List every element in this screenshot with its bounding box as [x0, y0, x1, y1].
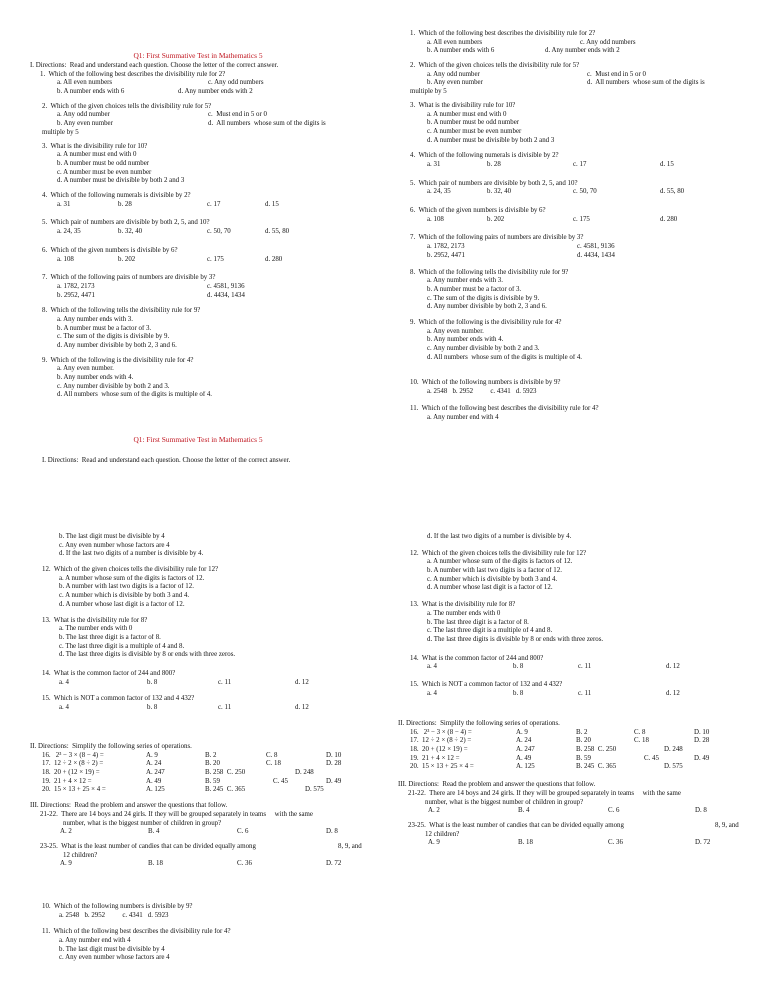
r-problem-23-25: 23-25. What is the least number of candies that can be divided equally among	[408, 821, 624, 829]
r-q5-option-d[interactable]: d. 55, 80	[660, 188, 685, 196]
r-question-3: 3. What is the divisibility rule for 10?	[410, 101, 516, 109]
q1-option-a[interactable]: a. All even numbers	[57, 79, 113, 87]
q6-option-d[interactable]: d. 280	[265, 255, 283, 263]
r-op-18-bc[interactable]: B. 258 C. 250	[576, 746, 617, 754]
op-20-a[interactable]: A. 125	[146, 786, 165, 794]
q3-option-c[interactable]: c. A number must be even number	[57, 168, 152, 176]
op-20-bc[interactable]: B. 245 C. 365	[205, 786, 246, 794]
op-19-d[interactable]: D. 49	[326, 777, 342, 785]
question-10: 10. Which of the following numbers is divisible by 9?	[42, 903, 193, 910]
q3-option-d[interactable]: d. A number must be divisible by both 2 and 3	[57, 177, 185, 185]
r-problem-21-22-cont: number, what is the biggest number of children in group?	[425, 798, 584, 806]
test-title: Q1: First Summative Test in Mathematics 5	[133, 51, 263, 60]
r-q9-option-d[interactable]: d. All numbers whose sum of the digits is multiple of 4.	[427, 353, 583, 361]
r-q6-option-c[interactable]: c. 175	[573, 215, 590, 223]
op-17-d[interactable]: D. 28	[326, 760, 342, 768]
q5-option-a[interactable]: a. 24, 35	[57, 228, 81, 236]
question-6: 6. Which of the given numbers is divisible by 6?	[42, 246, 178, 254]
op-18-bc[interactable]: B. 258 C. 250	[205, 769, 246, 777]
op-17: 17. 12 ÷ 2 × (8 ÷ 2) =	[42, 760, 104, 768]
r-q10-options[interactable]: a. 2548 b. 2952 c. 4341 d. 5923	[427, 388, 537, 396]
r-question-12: 12. Which of the given choices tells the divisibility rule for 12?	[410, 549, 587, 557]
r-q12-option-a[interactable]: a. A number whose sum of the digits is factors of 12.	[427, 558, 573, 566]
r-question-9: 9. Which of the following is the divisibility rule for 4?	[410, 319, 562, 327]
r-q4-option-d[interactable]: d. 15	[660, 161, 674, 169]
q8-option-c[interactable]: c. The sum of the digits is divisible by 9.	[57, 333, 170, 341]
q9-option-b[interactable]: b. Any number ends with 4.	[57, 374, 134, 382]
question-15: 15. Which is NOT a common factor of 132 and 4 432?	[42, 695, 195, 703]
question-8: 8. Which of the following tells the divisibility rule for 9?	[42, 307, 201, 315]
r-p23-option-a[interactable]: A. 9	[428, 839, 440, 847]
q15-option-d[interactable]: d. 12	[295, 704, 309, 712]
question-13: 13. What is the divisibility rule for 8?	[42, 616, 148, 624]
r-q13-option-d[interactable]: d. The last three digits is divisible by 8 or ends with three zeros.	[427, 635, 604, 643]
r-q14-option-a[interactable]: a. 4	[427, 663, 437, 671]
op-17-b[interactable]: B. 20	[205, 760, 220, 768]
r-problem-23-25-cont: 12 children?	[425, 830, 460, 838]
r-q5-option-a[interactable]: a. 24, 35	[427, 188, 451, 196]
q6-option-c[interactable]: c. 175	[207, 255, 224, 263]
r-q15-option-b[interactable]: b. 8	[513, 689, 524, 697]
q2-option-b[interactable]: b. Any even number	[57, 120, 113, 128]
q2-option-a[interactable]: a. Any odd number	[57, 111, 110, 119]
r-q7-option-d[interactable]: d. 4434, 1434	[577, 251, 615, 259]
q6-option-a[interactable]: a. 108	[57, 255, 74, 263]
q1-option-b[interactable]: b. A number ends with 6	[57, 88, 125, 96]
q2-option-d[interactable]: d. All numbers whose sum of the digits is	[208, 120, 326, 128]
r-q8-option-b[interactable]: b. A number must be a factor of 3.	[427, 285, 522, 293]
q14-option-d[interactable]: d. 12	[295, 678, 309, 686]
r-q4-option-c[interactable]: c. 17	[573, 161, 587, 169]
r-q12-option-c[interactable]: c. A number which is divisible by both 3 and 4.	[427, 575, 558, 583]
r-q9-option-c[interactable]: c. Any number divisible by both 2 and 3.	[427, 345, 540, 353]
r-op-20: 20. 15 × 13 + 25 × 4 =	[410, 763, 474, 771]
question-1: 1. Which of the following best describes the divisibility rule for 2?	[40, 70, 226, 78]
q2-option-c[interactable]: c. Must end in 5 or 0	[208, 111, 267, 119]
r-p21-option-d[interactable]: D. 8	[695, 807, 707, 815]
q8-option-a[interactable]: a. Any number ends with 3.	[57, 315, 133, 323]
question-14: 14. What is the common factor of 244 and 800?	[42, 669, 176, 677]
r-q15-option-c[interactable]: c. 11	[578, 689, 592, 697]
directions-2: II. Directions: Simplify the following series of operations.	[30, 743, 192, 750]
op-18: 18. 20 + (12 × 19) =	[42, 769, 100, 777]
r-q8-option-a[interactable]: a. Any number ends with 3.	[427, 277, 503, 285]
r-question-13: 13. What is the divisibility rule for 8?	[410, 601, 516, 609]
r-q13-option-a[interactable]: a. The number ends with 0	[427, 609, 501, 617]
q10-options[interactable]: a. 2548 b. 2952 c. 4341 d. 5923	[59, 911, 169, 919]
p23-option-c[interactable]: C. 36	[237, 860, 252, 868]
q7-option-a[interactable]: a. 1782, 2173	[57, 282, 95, 290]
op-16: 16. 2³ − 3 × (8 − 4) =	[42, 751, 104, 759]
r-q14-option-c[interactable]: c. 11	[578, 663, 592, 671]
p21-option-b[interactable]: B. 4	[148, 828, 160, 836]
q4-option-c[interactable]: c. 17	[207, 200, 221, 208]
q14-option-c[interactable]: c. 11	[218, 678, 232, 686]
op-16-d[interactable]: D. 10	[326, 751, 342, 759]
r-q7-option-a[interactable]: a. 1782, 2173	[427, 243, 465, 251]
q15-option-a[interactable]: a. 4	[59, 704, 69, 712]
r-q4-option-a[interactable]: a. 31	[427, 161, 441, 169]
r-op-19-b[interactable]: B. 59	[576, 754, 591, 762]
q4-option-b[interactable]: b. 28	[118, 200, 132, 208]
op-16-a[interactable]: A. 9	[146, 751, 158, 759]
q12-option-d[interactable]: d. A number whose last digit is a factor of 12.	[59, 600, 185, 608]
r-op-18-d[interactable]: D. 248	[664, 746, 683, 754]
problem-21-22-cont: number, what is the biggest number of children in group?	[63, 819, 222, 827]
r-q2-option-a[interactable]: a. Any odd number	[427, 70, 480, 78]
p23-option-a[interactable]: A. 9	[60, 860, 72, 868]
r-problem-21-22: 21-22. There are 14 boys and 24 girls. If they will be grouped separately in teams with the same	[408, 789, 681, 797]
directions-3: III. Directions: Read the problem and answer the questions that follow.	[30, 802, 228, 810]
q4-option-a[interactable]: a. 31	[57, 200, 71, 208]
q15-option-b[interactable]: b. 8	[147, 704, 158, 712]
r-q12-option-d[interactable]: d. A number whose last digit is a factor of 12.	[427, 584, 553, 592]
p21-option-c[interactable]: C. 6	[237, 828, 249, 836]
problem-21-22: 21-22. There are 14 boys and 24 girls. If they will be grouped separately in teams with the same	[40, 810, 313, 818]
q13-option-c[interactable]: c. The last three digit is a multiple of 4 and 8.	[59, 642, 185, 650]
r-directions-3: III. Directions: Read the problem and answer the questions that follow.	[398, 781, 596, 789]
op-19-a[interactable]: A. 49	[146, 777, 162, 785]
q1-option-d[interactable]: d. Any number ends with 2	[178, 88, 253, 96]
question-2: 2. Which of the given choices tells the divisibility rule for 5?	[42, 102, 212, 110]
r-question-1: 1. Which of the following best describes the divisibility rule for 2?	[410, 30, 596, 37]
directions-1-copy: I. Directions: Read and understand each question. Choose the letter of the correct answer.	[42, 457, 291, 464]
r-question-2: 2. Which of the given choices tells the divisibility rule for 5?	[410, 62, 580, 70]
q13-option-a[interactable]: a. The number ends with 0	[59, 625, 133, 633]
r-q2-option-d[interactable]: d. All numbers whose sum of the digits is	[587, 79, 705, 87]
op-19-b[interactable]: B. 59	[205, 777, 220, 785]
r-q3-option-b[interactable]: b. A number must be odd number	[427, 119, 520, 127]
q8-option-d[interactable]: d. Any number divisible by both 2, 3 and 6.	[57, 342, 177, 350]
question-3: 3. What is the divisibility rule for 10?	[42, 142, 148, 150]
r-op-16: 16. 2³ − 3 × (8 − 4) =	[410, 728, 472, 736]
r-op-20-a[interactable]: A. 125	[516, 763, 535, 771]
op-20: 20. 15 × 13 + 25 × 4 =	[42, 786, 106, 794]
q5-option-d[interactable]: d. 55, 80	[265, 228, 290, 236]
r-question-7: 7. Which of the following pairs of numbers are divisible by 3?	[410, 234, 584, 242]
r-q8-option-d[interactable]: d. Any number divisible by both 2, 3 and 6.	[427, 303, 547, 311]
question-11: 11. Which of the following best describes the divisibility rule for 4?	[42, 928, 231, 936]
r-p23-option-b[interactable]: B. 18	[518, 839, 533, 847]
q3-option-b[interactable]: b. A number must be odd number	[57, 159, 150, 167]
p23-option-d[interactable]: D. 72	[326, 860, 342, 868]
directions-1: I. Directions: Read and understand each question. Choose the letter of the correct answer.	[30, 62, 279, 69]
q7-option-b[interactable]: b. 2952, 4471	[57, 291, 95, 299]
r-q3-option-c[interactable]: c. A number must be even number	[427, 127, 522, 135]
test-title-copy: Q1: First Summative Test in Mathematics 5	[133, 435, 263, 444]
r-q7-option-c[interactable]: c. 4581, 9136	[577, 243, 615, 251]
r-q1-option-a[interactable]: a. All even numbers	[427, 38, 483, 46]
r-q2-continuation: multiple by 5	[410, 88, 447, 96]
op-19: 19. 21 + 4 × 12 =	[42, 777, 92, 785]
r-op-17-b[interactable]: B. 20	[576, 737, 591, 745]
q2-continuation: multiple by 5	[42, 128, 79, 136]
q12-option-c[interactable]: c. A number which is divisible by both 3 and 4.	[59, 592, 190, 600]
r-op-18-a[interactable]: A. 247	[516, 746, 535, 754]
r-op-16-a[interactable]: A. 9	[516, 728, 528, 736]
r-q3-option-a[interactable]: a. A number must end with 0	[427, 110, 507, 118]
r-p23-option-c[interactable]: C. 36	[608, 839, 623, 847]
r-q12-option-b[interactable]: b. A number with last two digits is a factor of 12.	[427, 567, 562, 575]
r-q14-option-b[interactable]: b. 8	[513, 663, 524, 671]
r-q13-option-c[interactable]: c. The last three digit is a multiple of 4 and 8.	[427, 627, 553, 635]
q12-option-a[interactable]: a. A number whose sum of the digits is factors of 12.	[59, 574, 205, 582]
r-op-19-a[interactable]: A. 49	[516, 754, 532, 762]
op-18-a[interactable]: A. 247	[146, 769, 165, 777]
q1-option-c[interactable]: c. Any odd numbers	[208, 79, 264, 87]
r-question-11: 11. Which of the following best describes the divisibility rule for 4?	[410, 404, 599, 412]
q11-option-c[interactable]: c. Any even number whose factors are 4	[59, 541, 170, 549]
r-q5-option-b[interactable]: b. 32, 40	[487, 188, 512, 196]
r-op-17-d[interactable]: D. 28	[694, 737, 710, 745]
q11-option-b[interactable]: b. The last digit must be divisible by 4	[59, 533, 165, 540]
op-16-b[interactable]: B. 2	[205, 751, 217, 759]
r-q1-option-c[interactable]: c. Any odd numbers	[580, 38, 636, 46]
q11-option-a-bottom[interactable]: a. Any number end with 4	[59, 937, 131, 945]
problem-23-25-tail: 8, 9, and	[338, 842, 362, 850]
r-q3-option-d[interactable]: d. A number must be divisible by both 2 and 3	[427, 136, 555, 144]
problem-23-25-cont: 12 children?	[63, 851, 98, 859]
r-q9-option-a[interactable]: a. Any even number.	[427, 327, 484, 335]
r-q6-option-a[interactable]: a. 108	[427, 215, 444, 223]
r-q2-option-b[interactable]: b. Any even number	[427, 79, 483, 87]
r-question-5: 5. Which pair of numbers are divisible by both 2, 5, and 10?	[410, 179, 578, 187]
op-19-c[interactable]: C. 45	[273, 777, 288, 785]
r-op-19: 19. 21 + 4 × 12 =	[410, 754, 460, 762]
q11-option-d[interactable]: d. If the last two digits of a number is divisible by 4.	[59, 550, 204, 558]
r-question-15: 15. Which is NOT a common factor of 132 and 4 432?	[410, 680, 563, 688]
problem-23-25: 23-25. What is the least number of candies that can be divided equally among	[40, 842, 256, 850]
op-17-c[interactable]: C. 18	[266, 760, 281, 768]
r-directions-2: II. Directions: Simplify the following series of operations.	[398, 720, 560, 727]
r-op-17-c[interactable]: C. 18	[634, 737, 649, 745]
r-op-17-a[interactable]: A. 24	[516, 737, 532, 745]
r-op-16-b[interactable]: B. 2	[576, 728, 588, 736]
q14-option-b[interactable]: b. 8	[147, 678, 158, 686]
q8-option-b[interactable]: b. A number must be a factor of 3.	[57, 324, 152, 332]
op-16-c[interactable]: C. 8	[266, 751, 278, 759]
r-op-17: 17. 12 ÷ 2 × (8 ÷ 2) =	[410, 737, 472, 745]
r-q9-option-b[interactable]: b. Any number ends with 4.	[427, 336, 504, 344]
r-q6-option-d[interactable]: d. 280	[660, 215, 678, 223]
question-7: 7. Which of the following pairs of numbers are divisible by 3?	[42, 274, 216, 282]
q5-option-b[interactable]: b. 32, 40	[118, 228, 143, 236]
q7-option-c[interactable]: c. 4581, 9136	[207, 282, 245, 290]
q15-option-c[interactable]: c. 11	[218, 704, 232, 712]
r-q1-option-d[interactable]: d. Any number ends with 2	[545, 47, 620, 55]
r-op-20-d[interactable]: D. 575	[664, 763, 683, 771]
r-q14-option-d[interactable]: d. 12	[666, 663, 680, 671]
q13-option-d[interactable]: d. The last three digits is divisible by 8 or ends with three zeros.	[59, 651, 236, 659]
r-q4-option-b[interactable]: b. 28	[487, 161, 501, 169]
r-p21-option-c[interactable]: C. 6	[608, 807, 620, 815]
r-q15-option-a[interactable]: a. 4	[427, 689, 437, 697]
r-question-4: 4. Which of the following numerals is divisible by 2?	[410, 152, 559, 160]
r-op-19-c[interactable]: C. 45	[644, 754, 659, 762]
r-problem-23-25-tail: 8, 9, and	[715, 821, 739, 829]
r-q7-option-b[interactable]: b. 2952, 4471	[427, 251, 465, 259]
r-q11-option-a[interactable]: a. Any number end with 4	[427, 413, 499, 421]
r-question-10: 10. Which of the following numbers is divisible by 9?	[410, 379, 561, 387]
q6-option-b[interactable]: b. 202	[118, 255, 136, 263]
r-op-20-bc[interactable]: B. 245 C. 365	[576, 763, 617, 771]
r-p21-option-a[interactable]: A. 2	[428, 807, 440, 815]
r-op-16-c[interactable]: C. 8	[634, 728, 646, 736]
r-question-14: 14. What is the common factor of 244 and 800?	[410, 654, 544, 662]
q4-option-d[interactable]: d. 15	[265, 200, 279, 208]
r-q13-option-b[interactable]: b. The last three digit is a factor of 8.	[427, 618, 529, 626]
op-20-d[interactable]: D. 575	[305, 786, 324, 794]
op-18-d[interactable]: D. 248	[295, 769, 314, 777]
r-p21-option-b[interactable]: B. 4	[518, 807, 530, 815]
q9-option-a[interactable]: a. Any even number.	[57, 365, 114, 373]
r-p23-option-d[interactable]: D. 72	[695, 839, 711, 847]
q13-option-b[interactable]: b. The last three digit is a factor of 8.	[59, 633, 161, 641]
r-q5-option-c[interactable]: c. 50, 70	[573, 188, 597, 196]
r-q2-option-c[interactable]: c. Must end in 5 or 0	[587, 70, 646, 78]
question-12: 12. Which of the given choices tells the divisibility rule for 12?	[42, 566, 219, 574]
r-op-18: 18. 20 + (12 × 19) =	[410, 746, 468, 754]
q11-option-b-bottom[interactable]: b. The last digit must be divisible by 4	[59, 945, 165, 953]
r-op-19-d[interactable]: D. 49	[694, 754, 710, 762]
question-4: 4. Which of the following numerals is divisible by 2?	[42, 192, 191, 200]
question-9: 9. Which of the following is the divisibility rule for 4?	[42, 356, 194, 364]
r-q11-option-d[interactable]: d. If the last two digits of a number is divisible by 4.	[427, 533, 572, 540]
r-q8-option-c[interactable]: c. The sum of the digits is divisible by 9.	[427, 294, 540, 302]
r-question-8: 8. Which of the following tells the divisibility rule for 9?	[410, 268, 569, 276]
q9-option-d[interactable]: d. All numbers whose sum of the digits is multiple of 4.	[57, 391, 213, 399]
r-op-16-d[interactable]: D. 10	[694, 728, 710, 736]
q11-option-c-bottom[interactable]: c. Any even number whose factors are 4	[59, 954, 170, 962]
q7-option-d[interactable]: d. 4434, 1434	[207, 291, 245, 299]
r-q6-option-b[interactable]: b. 202	[487, 215, 505, 223]
r-question-6: 6. Which of the given numbers is divisible by 6?	[410, 207, 546, 215]
p23-option-b[interactable]: B. 18	[148, 860, 163, 868]
p21-option-d[interactable]: D. 8	[326, 828, 338, 836]
r-q1-option-b[interactable]: b. A number ends with 6	[427, 47, 495, 55]
q14-option-a[interactable]: a. 4	[59, 678, 69, 686]
p21-option-a[interactable]: A. 2	[60, 828, 72, 836]
q9-option-c[interactable]: c. Any number divisible by both 2 and 3.	[57, 382, 170, 390]
q3-option-a[interactable]: a. A number must end with 0	[57, 151, 137, 159]
question-5: 5. Which pair of numbers are divisible by both 2, 5, and 10?	[42, 219, 210, 227]
q12-option-b[interactable]: b. A number with last two digits is a factor of 12.	[59, 583, 194, 591]
q5-option-c[interactable]: c. 50, 70	[207, 228, 231, 236]
r-q15-option-d[interactable]: d. 12	[666, 689, 680, 697]
op-17-a[interactable]: A. 24	[146, 760, 162, 768]
